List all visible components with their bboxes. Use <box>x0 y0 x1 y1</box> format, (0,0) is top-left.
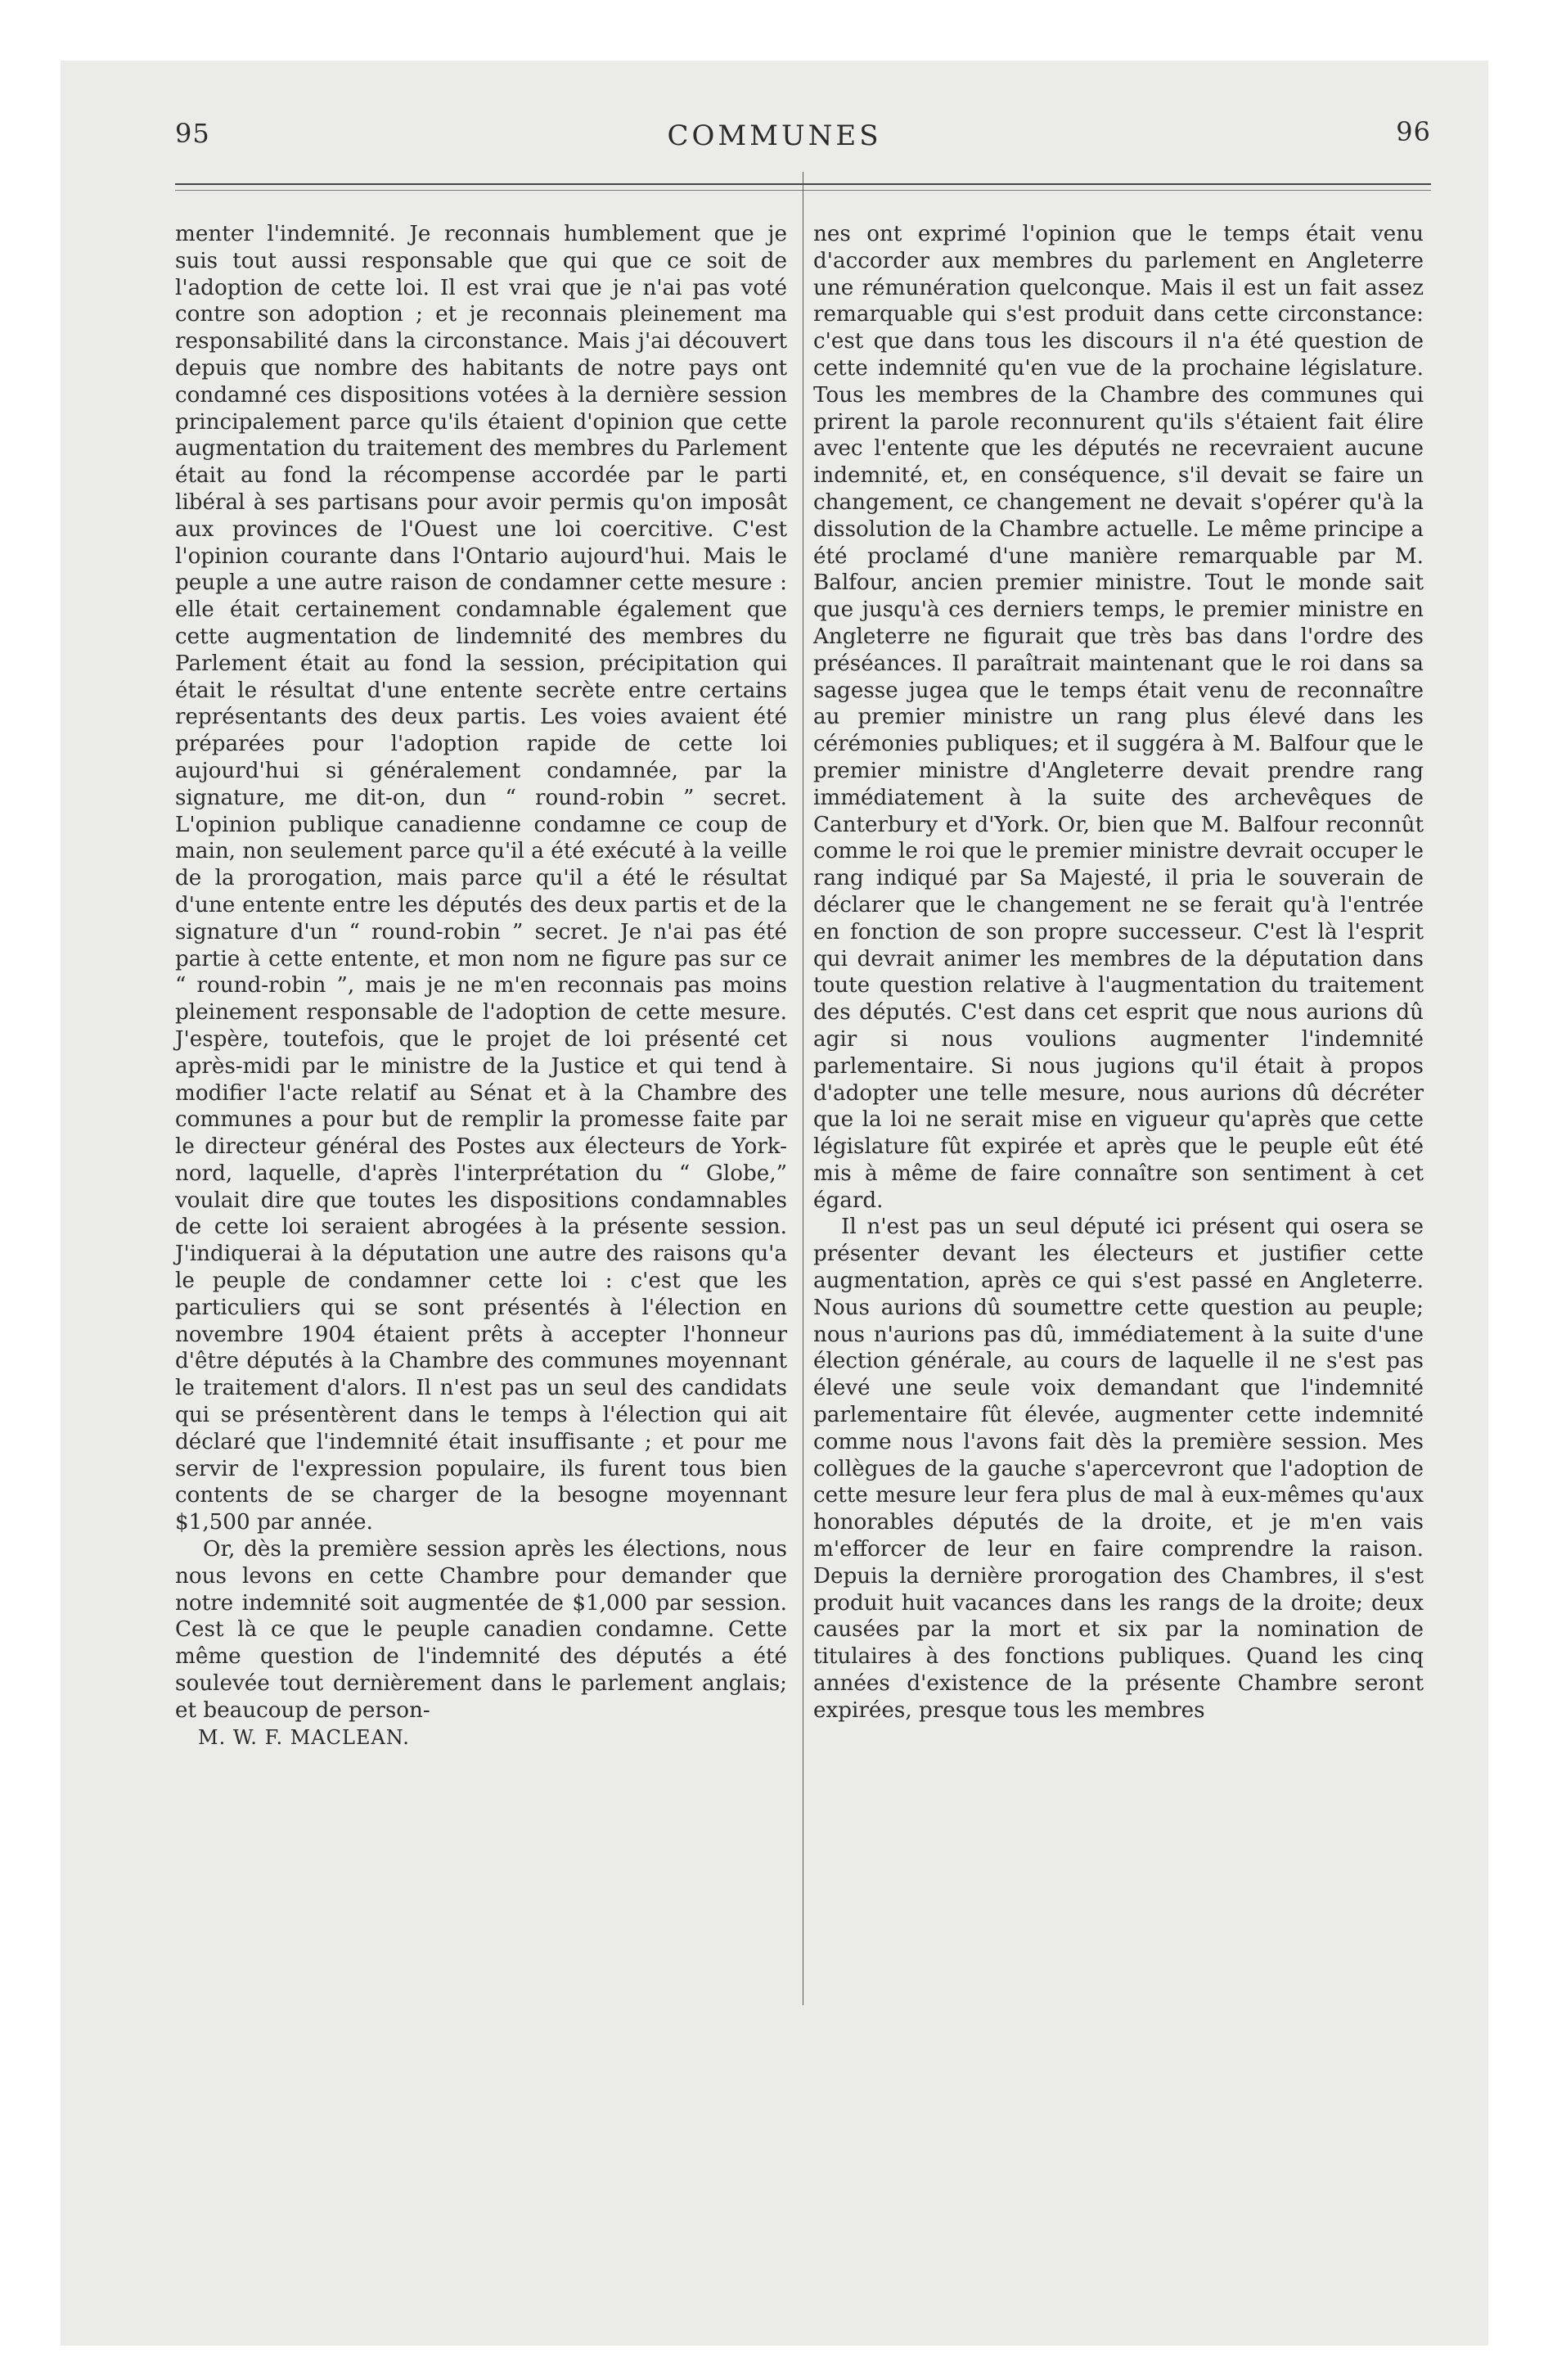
left-paragraph-1: menter l'indemnité. Je reconnais humblement que je suis tout aussi responsable que qui que ce soit de l'adoption de cette loi. Il est vrai que je n'ai pas voté contre son adoption ; et je reconnais pleinement ma responsabilité dans la circonstance. Mais j'ai découvert depuis que nombre des habitants de notre pays ont condamné ces dispositions votées à la dernière session principalement parce qu'ils étaient d'opinion que cette augmentation du traitement des membres du Parlement était au fond la récompense accordée par le parti libéral à ses partisans pour avoir permis qu'on imposât aux provinces de l'Ouest une loi coercitive. C'est l'opinion courante dans l'Ontario aujourd'hui. Mais le peuple a une autre raison de condamner cette mesure : elle était certainement condamnable également que cette augmentation de lindemnité des membres du Parlement était au fond la session, précipitation qui était le résultat d'une entente secrète entre certains représentants des deux partis. Les voies avaient été préparées pour l'adoption rapide de cette loi aujourd'hui si généralement condamnée, par la signature, me dit-on, dun “ round-robin ” secret. L'opinion publique canadienne condamne ce coup de main, non seulement parce qu'il a été exécuté à la veille de la prorogation, mais parce qu'il a été le résultat d'une entente entre les députés des deux partis et de la signature d'un “ round-robin ” secret. Je n'ai pas été partie à cette entente, et mon nom ne figure pas sur ce “ round-robin ”, mais je ne m'en reconnais pas moins pleinement responsable de l'adoption de cette mesure. J'espère, toutefois, que le projet de loi présenté cet après-midi par le ministre de la Justice et qui tend à modifier l'acte relatif au Sénat et à la Chambre des communes a pour but de remplir la promesse faite par le directeur général des Postes aux électeurs de York-nord, laquelle, d'après l'interprétation du “ Globe,” voulait dire que toutes les dispositions condamnables de cette loi seraient abrogées à la présente session. J'indiquerai à la députation une autre des raisons qu'a le peuple de condamner cette loi : c'est que les particuliers qui se sont présentés à l'élection en novembre 1904 étaient prêts à accepter l'honneur d'être députés à la Chambre des communes moyennant le traitement d'alors. Il n'est pas un seul des candidats qui se présentèrent dans le temps à l'élection qui ait déclaré que l'indemnité était insuffisante ; et pour me servir de l'expression populaire, ils furent tous bien contents de se charger de la besogne moyennant $1,500 par année. <box>175 222 787 1535</box>
page-number-right: 96 <box>1396 116 1431 147</box>
speaker-signature: M. W. F. MACLEAN. <box>198 1725 410 1749</box>
left-paragraph-2: Or, dès la première session après les élections, nous nous levons en cette Chambre pour demander que notre indemnité soit augmentée de $1,000 par session. Cest là ce que le peuple canadien condamne. Cette même question de l'indemnité des députés a été soulevée tout dernièrement dans le parlement anglais; et beaucoup de person- <box>175 1537 787 1723</box>
left-column <box>175 221 787 1751</box>
scanned-page <box>61 61 1488 2346</box>
right-paragraph-1: nes ont exprimé l'opinion que le temps était venu d'accorder aux membres du parlement en Angleterre une rémunération quelconque. Mais il est un fait assez remarquable qui s'est produit dans cette circonstance: c'est que dans tous les discours il n'a été question de cette indemnité qu'en vue de la prochaine législature. Tous les membres de la Chambre des communes qui prirent la parole reconnurent qu'ils s'étaient fait élire avec l'entente que les députés ne recevraient aucune indemnité, et, en conséquence, s'il devait se faire un changement, ce changement ne devait s'opérer qu'à la dissolution de la Chambre actuelle. Le même principe a été proclamé d'une manière remarquable par M. Balfour, ancien premier ministre. Tout le monde sait que jusqu'à ces derniers temps, le premier ministre en Angleterre ne figurait que très bas dans l'ordre des préséances. Il paraîtrait maintenant que le roi dans sa sagesse jugea que le temps était venu de reconnaître au premier ministre un rang plus élevé dans les cérémonies publiques; et il suggéra à M. Balfour que le premier ministre d'Angleterre devait prendre rang immédiatement à la suite des archevêques de Canterbury et d'York. Or, bien que M. Balfour reconnût comme le roi que le premier ministre devrait occuper le rang indiqué par Sa Majesté, il pria le souverain de déclarer que le changement ne se ferait qu'à l'entrée en fonction de son propre successeur. C'est là l'esprit qui devrait animer les membres de la députation dans toute question relative à l'augmentation du traitement des députés. C'est dans cet esprit que nous aurions dû agir si nous voulions augmenter l'indemnité parlementaire. Si nous jugions qu'il était à propos d'adopter une telle mesure, nous aurions dû décréter que la loi ne serait mise en vigueur qu'après que cette législature fût expirée et après que le peuple eût été mis à même de faire connaître son sentiment à cet égard. <box>813 222 1424 1213</box>
page-number-left: 95 <box>175 118 210 149</box>
page-header <box>61 61 1488 192</box>
right-column <box>813 221 1424 1724</box>
right-paragraph-2: Il n'est pas un seul député ici présent qui osera se présenter devant les électeurs et justifier cette augmentation, après ce qui s'est passé en Angleterre. Nous aurions dû soumettre cette question au peuple; nous n'aurions pas dû, immédiatement à la suite d'une élection générale, au cours de laquelle il ne s'est pas élevé une seule voix demandant que l'indemnité parlementaire fût élevée, augmenter cette indemnité comme nous l'avons fait dès la première session. Mes collègues de la gauche s'apercevront que l'adoption de cette mesure leur fera plus de mal à eux-mêmes qu'aux honorables députés de la droite, et je m'en vais m'efforcer de leur en faire comprendre la raison. Depuis la dernière prorogation des Chambres, il s'est produit huit vacances dans les rangs de la droite; deux causées par la mort et six par la nomination de titulaires à des fonctions publiques. Quand les cinq années d'existence de la présente Chambre seront expirées, presque tous les membres <box>813 1215 1424 1723</box>
running-head-title: COMMUNES <box>667 119 882 152</box>
